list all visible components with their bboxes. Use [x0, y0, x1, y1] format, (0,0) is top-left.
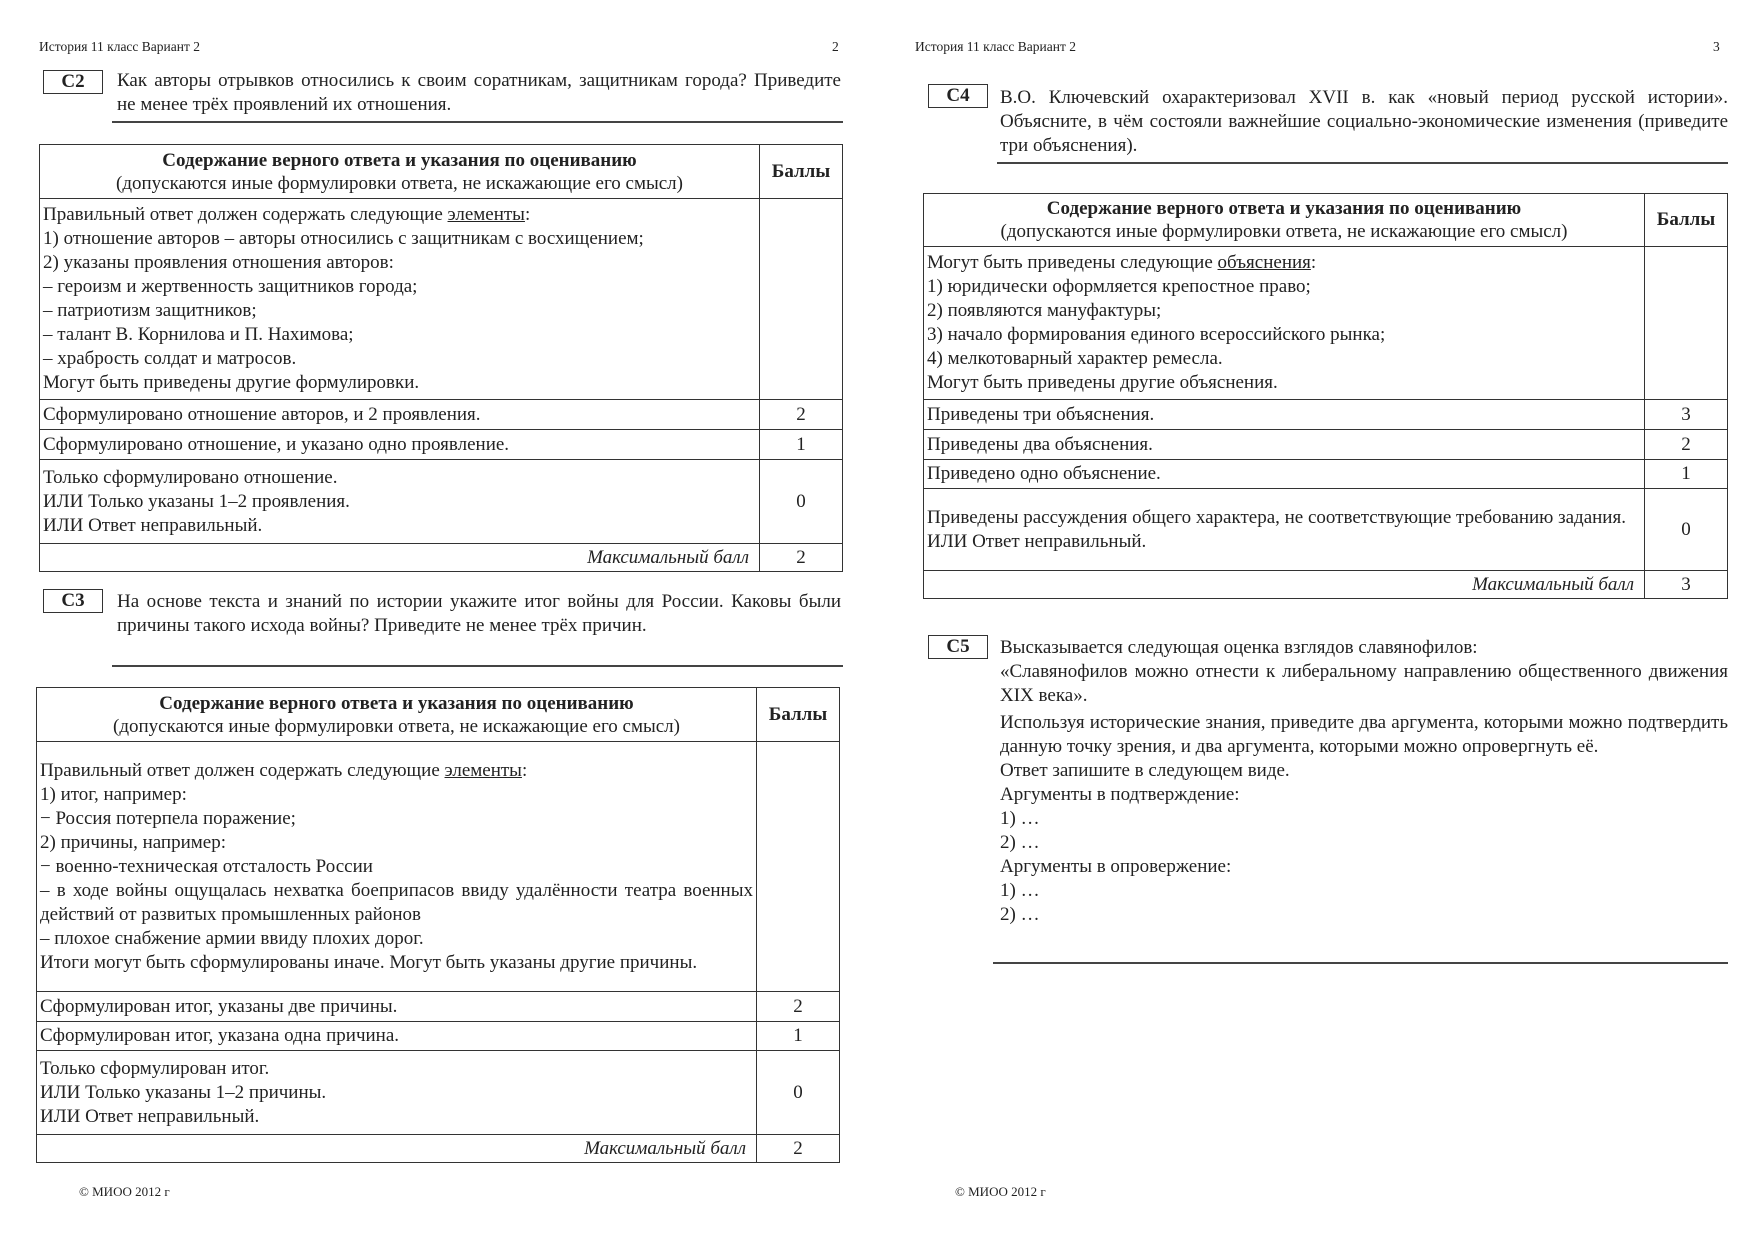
table-row: Приведены рассуждения общего характера, не соответствующие требованию задания. ИЛИ Ответ неправильный. 0 [924, 489, 1728, 571]
table-row: Сформулирован итог, указаны две причины. 2 [37, 992, 840, 1022]
table-row: Только сформулировано отношение. ИЛИ Только указаны 1–2 проявления. ИЛИ Ответ неправильный. 0 [40, 460, 843, 544]
answer-content: Правильный ответ должен содержать следующие элементы: 1) отношение авторов – авторы относились с защитникам с восхищением; 2) указаны проявления отношения авторов: – героизм и жертвенность защитников города; – патриотизм защитников; – талант В. Корнилова и П. Нахимова; – храбрость солдат и матросов. Могут быть приведены другие формулировки. [40, 199, 760, 400]
divider [112, 121, 843, 123]
table-header: Содержание верного ответа и указания по оцениванию (допускаются иные формулировки ответа, не искажающие его смысл) [40, 145, 760, 199]
score-header: Баллы [760, 145, 843, 199]
task-c3-question: На основе текста и знаний по истории укажите итог войны для России. Каковы были причины такого исхода войны? Приведите не менее трёх причин. [117, 591, 841, 636]
page-header: История 11 класс Вариант 2 [39, 39, 201, 54]
divider [993, 962, 1728, 964]
answer-content: Правильный ответ должен содержать следующие элементы: 1) итог, например: − Россия потерпела поражение; 2) причины, например: − военно-техническая отсталость России – в ходе войны ощущалась нехватка боеприпасов ввиду удалённости театра военных действий от развитых промышленных районов – плохое снабжение армии ввиду плохих дорог. Итоги могут быть сформулированы иначе. Могут быть указаны другие причины. [37, 742, 757, 992]
scoring-table-c2 [39, 144, 843, 572]
page-number: 2 [832, 39, 839, 54]
table-row: Только сформулирован итог. ИЛИ Только указаны 1–2 причины. ИЛИ Ответ неправильный. 0 [37, 1051, 840, 1135]
scoring-table-c3 [36, 687, 840, 1163]
table-row: Сформулирован итог, указана одна причина. 1 [37, 1022, 840, 1051]
task-label-c3: С3 [43, 589, 103, 613]
task-c2-question: Как авторы отрывков относились к своим соратникам, защитникам города? Приведите не менее трёх проявлений их отношения. [117, 70, 841, 115]
task-c4-question: В.О. Ключевский охарактеризовал XVII в. как «новый период русской истории». Объясните, в чём состояли важнейшие социально-экономические изменения (приведите три объяснения). [1000, 87, 1728, 156]
page-header: История 11 класс Вариант 2 [915, 39, 1077, 54]
table-header: Содержание верного ответа и указания по оцениванию (допускаются иные формулировки ответа, не искажающие его смысл) [924, 194, 1645, 247]
table-row: Приведены два объяснения. 2 [924, 430, 1728, 460]
footer-copyright: © МИОО 2012 г [79, 1184, 170, 1199]
page-number: 3 [1713, 39, 1720, 54]
divider [997, 162, 1728, 164]
task-label-c5: С5 [928, 635, 988, 659]
task-c5-question: Высказывается следующая оценка взглядов славянофилов: «Славянофилов можно отнести к либеральному направлению общественного движения XIX века». Используя исторические знания, приведите два аргумента, которыми можно подтвердить данную точку зрения, и два аргумента, которыми можно опровергнуть её. Ответ запишите в следующем виде. Аргументы в подтверждение: 1) … 2) … Аргументы в опровержение: 1) … 2) … [1000, 637, 1728, 925]
table-row: Сформулировано отношение, и указано одно проявление. 1 [40, 430, 843, 460]
max-score-row: Максимальный балл 3 [924, 571, 1728, 599]
max-score-row: Максимальный балл 2 [40, 544, 843, 572]
max-score-row: Максимальный балл 2 [37, 1135, 840, 1163]
footer-copyright: © МИОО 2012 г [955, 1184, 1046, 1199]
task-label-c4: С4 [928, 84, 988, 108]
table-row: Приведено одно объяснение. 1 [924, 460, 1728, 489]
table-row: Приведены три объяснения. 3 [924, 400, 1728, 430]
divider [112, 665, 843, 667]
answer-content: Могут быть приведены следующие объяснения: 1) юридически оформляется крепостное право; 2) появляются мануфактуры; 3) начало формирования единого всероссийского рынка; 4) мелкотоварный характер ремесла. Могут быть приведены другие объяснения. [924, 247, 1645, 400]
score-header: Баллы [757, 688, 840, 742]
task-label-c2: С2 [43, 70, 103, 94]
table-header: Содержание верного ответа и указания по оцениванию (допускаются иные формулировки ответа, не искажающие его смысл) [37, 688, 757, 742]
score-header: Баллы [1645, 194, 1728, 247]
table-row: Сформулировано отношение авторов, и 2 проявления. 2 [40, 400, 843, 430]
scoring-table-c4 [923, 193, 1728, 599]
